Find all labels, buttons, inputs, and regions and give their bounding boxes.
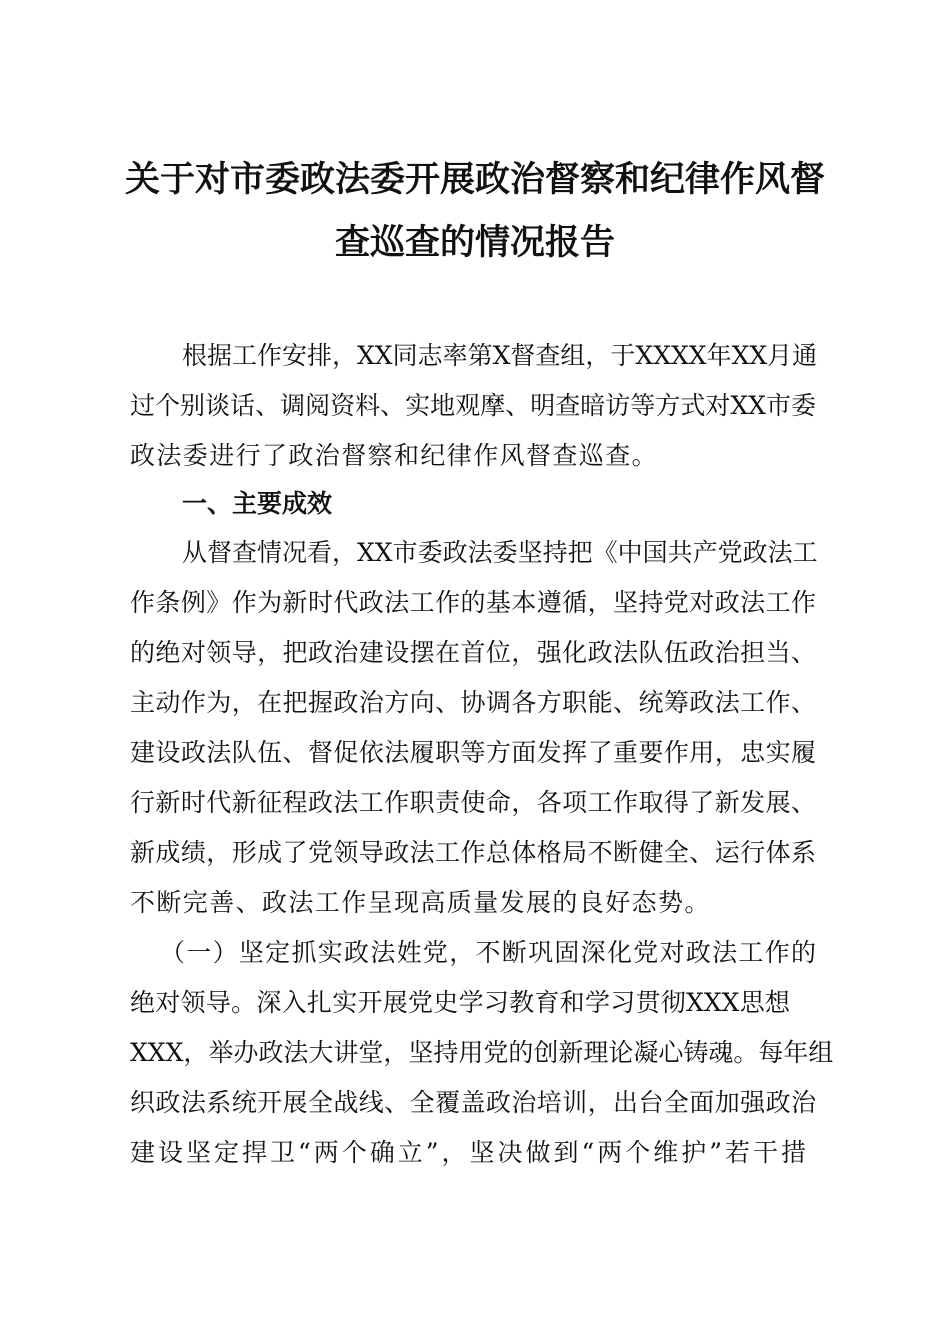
paragraph-line: 不断完善、政法工作呈现高质量发展的良好态势。 bbox=[130, 888, 711, 917]
title-line: 关于对市委政法委开展政治督察和纪律作风督 bbox=[124, 159, 825, 200]
paragraph-line: 建设政法队伍、督促依法履职等方面发挥了重要作用，忠实履 bbox=[130, 738, 816, 767]
title-line: 查巡查的情况报告 bbox=[334, 222, 615, 263]
paragraph-line: （一）坚定抓实政法姓党，不断巩固深化党对政法工作的 bbox=[160, 938, 816, 967]
paragraph-line: XXX，举办政法大讲堂，坚持用党的创新理论凝心铸魂。每年组 bbox=[130, 1038, 834, 1067]
paragraph-line: 主动作为，在把握政治方向、协调各方职能、统筹政法工作、 bbox=[130, 688, 816, 717]
paragraph-line: 根据工作安排，XX同志率第X督查组，于XXXX年XX月通 bbox=[182, 341, 818, 370]
paragraph-line: 织政法系统开展全战线、全覆盖政治培训，出台全面加强政治 bbox=[130, 1088, 816, 1117]
paragraph-line: 从督查情况看，XX市委政法委坚持把《中国共产党政法工 bbox=[182, 538, 818, 567]
paragraph-line: 作条例》作为新时代政法工作的基本遵循，坚持党对政法工作 bbox=[130, 588, 816, 617]
paragraph-line: 新成绩，形成了党领导政法工作总体格局不断健全、运行体系 bbox=[130, 838, 816, 867]
paragraph-line: 绝对领导。深入扎实开展党史学习教育和学习贯彻XXX思想 bbox=[130, 988, 790, 1017]
paragraph-line: 的绝对领导，把政治建设摆在首位，强化政法队伍政治担当、 bbox=[130, 638, 816, 667]
paragraph-line: 过个别谈话、调阅资料、实地观摩、明查暗访等方式对XX市委 bbox=[130, 391, 816, 420]
paragraph-line: 政法委进行了政治督察和纪律作风督查巡查。 bbox=[130, 441, 659, 470]
paragraph-line: 建设坚定捍卫“两个确立”，坚决做到“两个维护”若干措 bbox=[130, 1138, 806, 1167]
section-heading: 一、主要成效 bbox=[182, 489, 333, 518]
paragraph-line: 行新时代新征程政法工作职责使命，各项工作取得了新发展、 bbox=[130, 788, 816, 817]
